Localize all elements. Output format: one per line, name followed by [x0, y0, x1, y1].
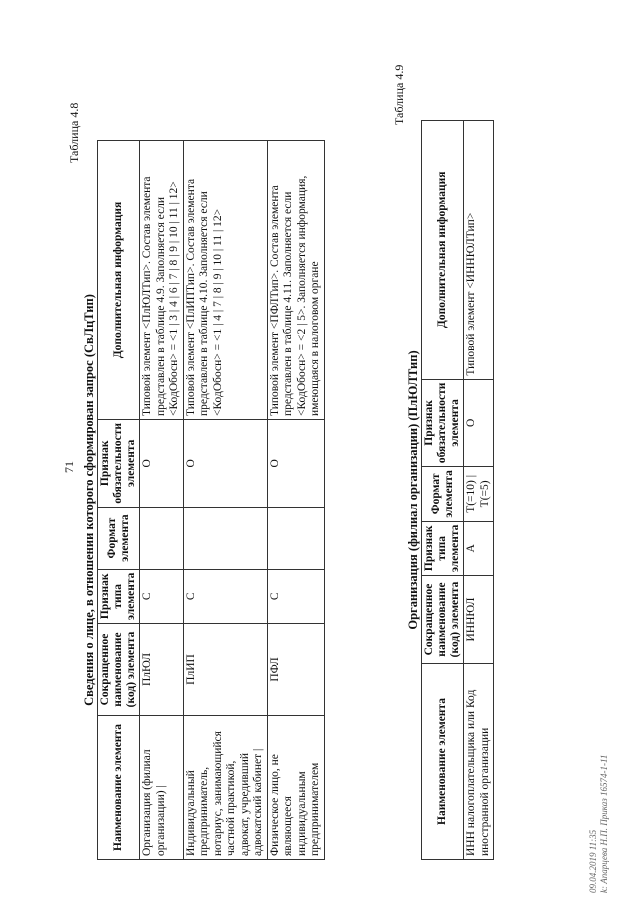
header-info: Дополнительная информация — [98, 141, 140, 420]
table-4-9-title: Организация (филиал организации) (ПлЮЛТип) — [406, 350, 420, 630]
cell-required: О — [140, 420, 184, 508]
header-format: Формат элемента — [98, 507, 140, 569]
header-required: Признак обязательности элемента — [422, 379, 464, 467]
table-row — [267, 141, 324, 860]
cell-code: ПлЮЛ — [140, 624, 184, 716]
table-4-8-label: Таблица 4.8 — [67, 102, 81, 163]
cell-type: С — [140, 569, 184, 623]
header-name: Наименование элемента — [422, 664, 464, 860]
cell-required: О — [464, 379, 494, 467]
cell-type: С — [183, 569, 267, 623]
cell-code: ПФЛ — [267, 624, 324, 716]
table-4-8 — [97, 140, 325, 860]
table-header-row — [422, 121, 464, 860]
cell-info: Типовой элемент <ПФЛТип>. Состав элемента представлен в таблице 4.11. Заполняется если <КодОбосн> = <2 | 5>. Заполняется информация, имеющаяся в налоговом органе — [267, 141, 324, 420]
stamp-line: 09.04.2019 11:35 — [588, 829, 598, 893]
stamp-line: k: Апарцева Н.П. Приказ 16574-1-11 — [599, 754, 609, 893]
page-number: 71 — [62, 461, 76, 473]
cell-code: ПлИП — [183, 624, 267, 716]
header-name: Наименование элемента — [98, 716, 140, 860]
table-row — [140, 141, 184, 860]
table-4-9 — [421, 120, 494, 860]
cell-required: О — [183, 420, 267, 508]
cell-name: ИНН налогоплательщика или Код иностранной организации — [464, 664, 494, 860]
cell-format — [183, 507, 267, 569]
header-required: Признак обязательности элемента — [98, 420, 140, 508]
cell-info: Типовой элемент <ИННЮЛТип> — [464, 121, 494, 380]
header-info: Дополнительная информация — [422, 121, 464, 380]
cell-name: Индивидуальный предприниматель, нотариус, занимающийся частной практикой, адвокат, учредивший адвокатский кабинет | — [183, 716, 267, 860]
cell-format — [267, 507, 324, 569]
cell-format — [140, 507, 184, 569]
table-4-8-title: Сведения о лице, в отношении которого сформирован запрос (СвЛцТип) — [82, 294, 96, 706]
cell-info: Типовой элемент <ПлЮЛТип>. Состав элемента представлен в таблице 4.9. Заполняется если <КодОбосн> = <1 | 3 | 4 | 6 | 7 | 8 | 9 | 10 | 11 | 12> — [140, 141, 184, 420]
cell-type: С — [267, 569, 324, 623]
header-code: Сокращенное наименование (код) элемента — [98, 624, 140, 716]
cell-type: А — [464, 521, 494, 575]
document-stamp — [588, 755, 610, 893]
cell-name: Организация (филиал организации) | — [140, 716, 184, 860]
header-format: Формат элемента — [422, 467, 464, 521]
table-header-row — [98, 141, 140, 860]
table-4-9-label: Таблица 4.9 — [392, 64, 406, 125]
cell-info: Типовой элемент <ПлИПТип>. Состав элемента представлен в таблице 4.10. Заполняется если <КодОбосн> = <1 | 4 | 7 | 8 | 9 | 10 | 11 | 12> — [183, 141, 267, 420]
table-row — [183, 141, 267, 860]
cell-code: ИННЮЛ — [464, 576, 494, 664]
cell-format: Т(=10) | Т(=5) — [464, 467, 494, 521]
cell-name: Физическое лицо, не являющееся индивидуальным предпринимателем — [267, 716, 324, 860]
header-type: Признак типа элемента — [422, 521, 464, 575]
cell-required: О — [267, 420, 324, 508]
header-code: Сокращенное наименование (код) элемента — [422, 576, 464, 664]
header-type: Признак типа элемента — [98, 569, 140, 623]
table-row — [464, 121, 494, 860]
